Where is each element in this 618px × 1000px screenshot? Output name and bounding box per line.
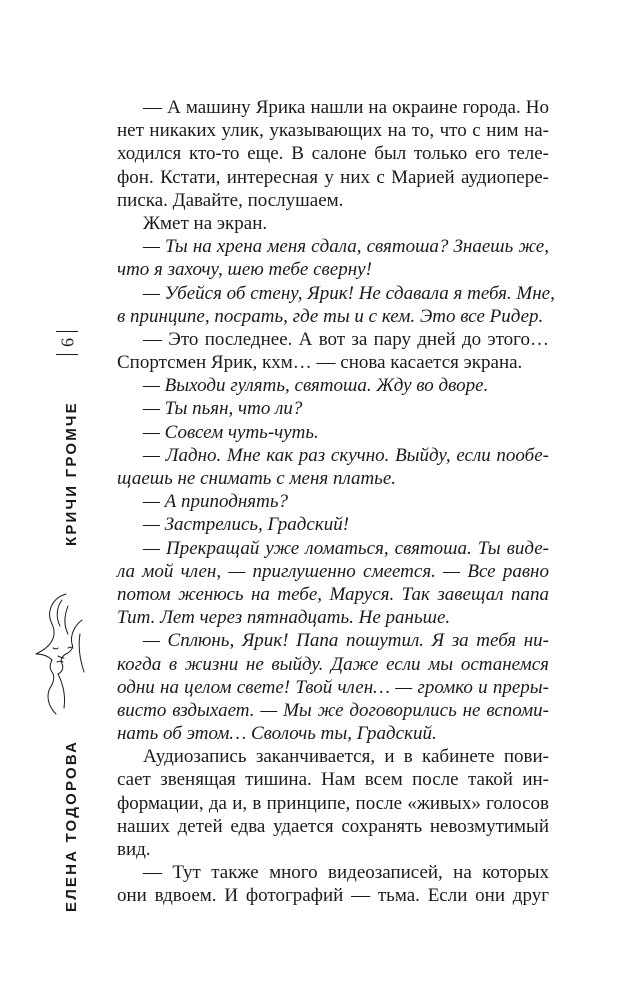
text-line: что я захочу, шею тебе сверну!	[117, 259, 372, 281]
text-line: — Убейся об стену, Ярик! Не сдавала я тебя. Мне,	[143, 282, 555, 304]
book-title: КРИЧИ ГРОМЧЕ	[63, 401, 80, 546]
text-line: в принципе, посрать, где ты и с кем. Это все Ридер.	[117, 305, 544, 327]
kissing-couple-line-art-icon	[22, 590, 86, 722]
page-body-text	[117, 96, 555, 908]
text-line: формации, да и, в принципе, после «живых» голосов	[117, 792, 549, 814]
page-number-rule-top	[56, 331, 78, 332]
text-line: — Сплюнь, Ярик! Папа пошутил. Я за тебя ни-	[143, 630, 549, 652]
text-line: потом женюсь на тебе, Маруся. Так завещал папа	[117, 583, 549, 605]
text-line: — А машину Ярика нашли на окраине города. Но	[143, 97, 549, 118]
text-line: — Совсем чуть-чуть.	[143, 421, 319, 443]
text-line: — А приподнять?	[143, 491, 288, 513]
page-number-rule-bottom	[56, 354, 78, 355]
text-line: — Это последнее. А вот за пару дней до этого…	[143, 328, 549, 350]
text-line: Жмет на экран.	[143, 212, 268, 234]
text-line: — Ты на хрена меня сдала, святоша? Знаешь же,	[143, 236, 549, 258]
text-line: нать об этом… Сволочь ты, Градский.	[117, 723, 437, 745]
text-line: писка. Давайте, послушаем.	[117, 189, 344, 211]
text-line: висто вздыхает. — Мы же договорились не вспоми-	[117, 699, 549, 721]
text-line: вид.	[117, 839, 151, 860]
text-line: когда в жизни не выйду. Даже если мы останемся	[117, 653, 549, 675]
text-line: — Прекращай уже ломаться, святоша. Ты виде-	[143, 537, 549, 559]
text-line: сает звенящая тишина. Нам всем после такой ин-	[117, 769, 549, 791]
page-number-label: 6	[57, 338, 78, 347]
text-line: — Выходи гулять, святоша. Жду во дворе.	[143, 375, 489, 397]
text-line: Спортсмен Ярик, кхм… — снова касается экрана.	[117, 352, 523, 374]
book-author: ЕЛЕНА ТОДОРОВА	[63, 739, 80, 912]
text-line: — Ладно. Мне как раз скучно. Выйду, если пообе-	[143, 444, 549, 466]
text-line: ла мой член, — приглушенно смеется. — Все равно	[117, 560, 549, 582]
page-number	[56, 330, 86, 358]
text-line: — Застрелись, Градский!	[143, 514, 350, 536]
text-line: — Ты пьян, что ли?	[143, 398, 303, 420]
text-line: щаешь не снимать с меня платье.	[117, 468, 397, 489]
text-line: одни на целом свете! Твой член… — громко и преры-	[117, 676, 549, 698]
text-line: наших детей едва удается сохранять невозмутимый	[117, 815, 549, 837]
text-line: фон. Кстати, интересная у них с Марией аудиопере-	[117, 166, 549, 188]
text-line: — Тут также много видеозаписей, на которых	[143, 862, 549, 884]
text-line: ходился кто-то еще. В салоне был только его теле-	[117, 143, 549, 165]
text-line: Аудиозапись заканчивается, и в кабинете пови-	[143, 746, 549, 768]
text-line: Тит. Лет через пятнадцать. Не раньше.	[117, 607, 451, 629]
text-line: нет никаких улик, указывающих на то, что с ним на-	[117, 120, 549, 142]
text-line: они вдвоем. И фотографий — тьма. Если они друг	[117, 885, 549, 907]
